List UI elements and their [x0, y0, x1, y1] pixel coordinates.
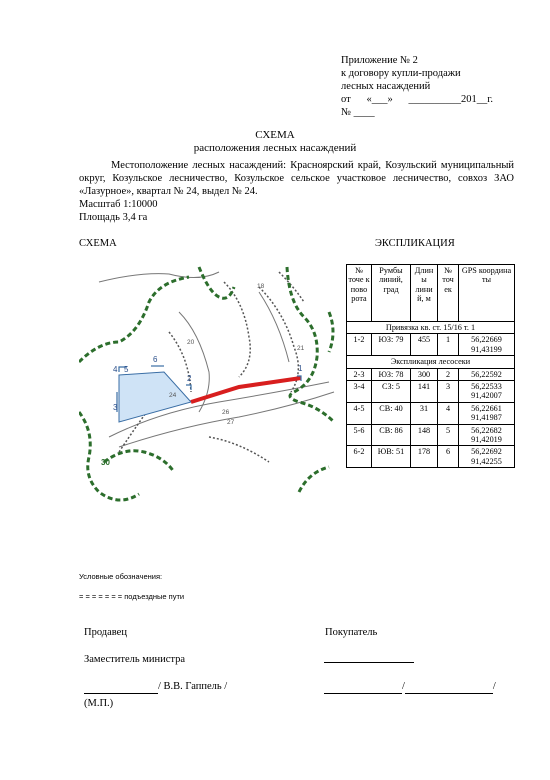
header-point-no: № точ ек	[438, 265, 459, 322]
buyer-position-line	[324, 662, 414, 663]
buyer-signature-line-1	[324, 680, 402, 694]
table-row	[347, 424, 515, 446]
point-4: 4	[113, 365, 118, 374]
cell-bearing: СВ: 86	[372, 424, 411, 446]
buyer-separator: /	[402, 681, 405, 692]
header-length: Длин ы лини й, м	[411, 265, 438, 322]
cell-line: 5-6	[347, 424, 372, 446]
cell-gps: 56,22592	[459, 368, 515, 380]
cell-line: 1-2	[347, 334, 372, 356]
table-row	[347, 368, 515, 380]
area-number-30: 30	[101, 458, 110, 467]
cell-point: 4	[438, 402, 459, 424]
appendix-block	[341, 54, 493, 119]
header-bearing: Румбы линий, град	[372, 265, 411, 322]
area-number-21: 21	[297, 345, 305, 352]
header-gps: GPS координа ты	[459, 265, 515, 322]
cell-length: 141	[411, 381, 438, 403]
cell-line: 3-4	[347, 381, 372, 403]
cell-gps: 56,22692 91,42255	[459, 446, 515, 468]
table-row	[347, 334, 515, 356]
legend-access-roads: = = = = = = = подъездные пути	[79, 592, 185, 601]
cell-gps: 56,22682 91,42019	[459, 424, 515, 446]
location-text: Местоположение лесных насаждений: Красноярский край, Козульский муниципальный округ, Козульское лесничество, Козульское сельское участковое лесничество, совхоз ЗАО «Лазурное», квартал № 24, выдел № 24.	[79, 160, 514, 197]
cell-bearing: ЮЗ: 79	[372, 334, 411, 356]
table-row	[347, 381, 515, 403]
cell-point: 5	[438, 424, 459, 446]
buyer-signature	[324, 680, 496, 694]
area-text: Площадь 3,4 га	[79, 212, 148, 223]
cell-bearing: ЮВ: 51	[372, 446, 411, 468]
scale-text: Масштаб 1:10000	[79, 199, 158, 210]
area-number-27: 27	[227, 419, 235, 426]
cell-gps: 56,22661 91,41987	[459, 402, 515, 424]
title-sub: расположения лесных насаждений	[193, 142, 357, 154]
buyer-separator-end: /	[492, 681, 496, 692]
seller-signature-line	[84, 680, 158, 694]
scheme-label: СХЕМА	[79, 238, 117, 249]
forest-roads	[99, 272, 334, 447]
stamp-placeholder: (М.П.)	[84, 698, 114, 709]
cell-point: 6	[438, 446, 459, 468]
cell-length: 455	[411, 334, 438, 356]
cell-bearing: СЗ: 5	[372, 381, 411, 403]
explication-label: ЭКСПЛИКАЦИЯ	[375, 238, 455, 249]
table-header-row	[347, 265, 515, 322]
cell-line: 2-3	[347, 368, 372, 380]
seller-signature	[84, 680, 227, 694]
cell-point: 1	[438, 334, 459, 356]
location-block	[79, 159, 514, 224]
appendix-line-2: к договору купли-продажи	[341, 68, 461, 79]
point-1: 1	[298, 364, 303, 373]
appendix-line-3: лесных насаждений	[341, 81, 431, 92]
table-row	[347, 446, 515, 468]
seller-label: Продавец	[84, 627, 127, 638]
table-row	[347, 402, 515, 424]
cell-bearing: СВ: 40	[372, 402, 411, 424]
explication-table	[346, 264, 515, 468]
point-3: 3	[113, 403, 118, 412]
legend-title: Условные обозначения:	[79, 572, 163, 581]
appendix-line-4: от «___» __________201__г.	[341, 94, 493, 105]
cell-length: 178	[411, 446, 438, 468]
cell-gps: 56,22669 91,43199	[459, 334, 515, 356]
section-reference: Привязка кв. ст. 15/16 т. 1	[347, 322, 515, 334]
document-title	[0, 129, 550, 155]
cell-point: 2	[438, 368, 459, 380]
cell-line: 6-2	[347, 446, 372, 468]
cell-length: 148	[411, 424, 438, 446]
cell-bearing: ЮЗ: 78	[372, 368, 411, 380]
cutting-area	[119, 372, 191, 422]
area-number-18: 18	[257, 283, 265, 290]
cell-point: 3	[438, 381, 459, 403]
point-6: 6	[153, 355, 158, 364]
cell-length: 300	[411, 368, 438, 380]
header-turn-point: № точе к пово рота	[347, 265, 372, 322]
appendix-line-1: Приложение № 2	[341, 55, 418, 66]
area-number-24: 24	[169, 392, 177, 399]
dotted-lines	[119, 272, 304, 462]
quarter-boundaries	[79, 267, 334, 500]
buyer-signature-line-2	[405, 680, 493, 694]
section-cutting: Экспликация лесосеки	[347, 356, 515, 368]
point-5: 5	[124, 365, 129, 374]
cell-gps: 56,22533 91,42007	[459, 381, 515, 403]
area-number-20: 20	[187, 339, 195, 346]
cell-length: 31	[411, 402, 438, 424]
area-number-26: 26	[222, 409, 230, 416]
appendix-line-5: № ____	[341, 107, 375, 118]
point-2: 2	[187, 374, 192, 383]
seller-position: Заместитель министра	[84, 654, 186, 665]
seller-name: / В.В. Гаппель /	[158, 681, 228, 692]
scheme-map	[79, 262, 341, 512]
cell-line: 4-5	[347, 402, 372, 424]
title-main: СХЕМА	[255, 129, 295, 141]
buyer-label: Покупатель	[325, 627, 378, 638]
